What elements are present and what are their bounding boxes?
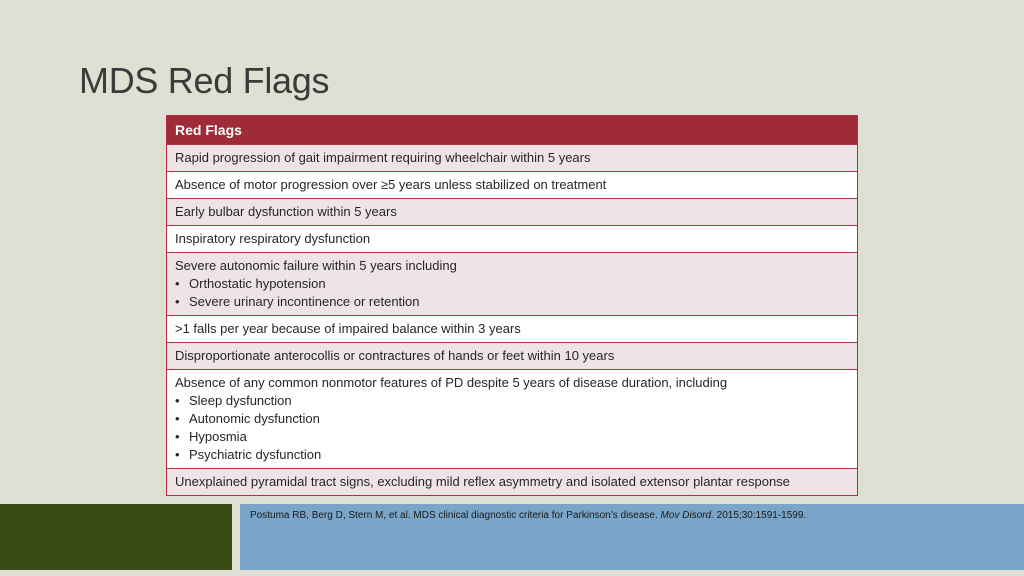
bullet-item: • Autonomic dysfunction xyxy=(175,410,849,428)
table-row xyxy=(167,253,857,316)
bullet-item: • Sleep dysfunction xyxy=(175,392,849,410)
table-row xyxy=(167,145,857,172)
table-header: Red Flags xyxy=(167,116,857,145)
row-text: Severe autonomic failure within 5 years including xyxy=(175,258,457,273)
citation-authors-title: Postuma RB, Berg D, Stern M, et al. MDS clinical diagnostic criteria for Parkinson’s disease. xyxy=(250,510,661,521)
row-text: Absence of motor progression over ≥5 years unless stabilized on treatment xyxy=(175,177,607,192)
table-row xyxy=(167,226,857,253)
row-text: Disproportionate anterocollis or contractures of hands or feet within 10 years xyxy=(175,348,615,363)
bullet-item: • Severe urinary incontinence or retention xyxy=(175,293,849,311)
row-text: Early bulbar dysfunction within 5 years xyxy=(175,204,397,219)
bullet-item: • Psychiatric dysfunction xyxy=(175,446,849,464)
footer-green-block xyxy=(0,504,232,570)
red-flags-table xyxy=(166,115,858,496)
row-text: Rapid progression of gait impairment requiring wheelchair within 5 years xyxy=(175,150,591,165)
row-text: Unexplained pyramidal tract signs, excluding mild reflex asymmetry and isolated extensor plantar response xyxy=(175,474,790,489)
table-row xyxy=(167,316,857,343)
bullet-item: • Orthostatic hypotension xyxy=(175,275,849,293)
row-text: >1 falls per year because of impaired balance within 3 years xyxy=(175,321,521,336)
table-row xyxy=(167,343,857,370)
citation-details: 2015;30:1591-1599. xyxy=(713,510,807,521)
table-row xyxy=(167,370,857,469)
table-row xyxy=(167,469,857,495)
table-row xyxy=(167,172,857,199)
citation xyxy=(250,510,806,521)
slide-title: MDS Red Flags xyxy=(79,60,330,101)
citation-journal: Mov Disord. xyxy=(660,510,714,521)
row-text: Inspiratory respiratory dysfunction xyxy=(175,231,371,246)
row-text: Absence of any common nonmotor features of PD despite 5 years of disease duration, including xyxy=(175,375,728,390)
table-row xyxy=(167,199,857,226)
bullet-item: • Hyposmia xyxy=(175,428,849,446)
